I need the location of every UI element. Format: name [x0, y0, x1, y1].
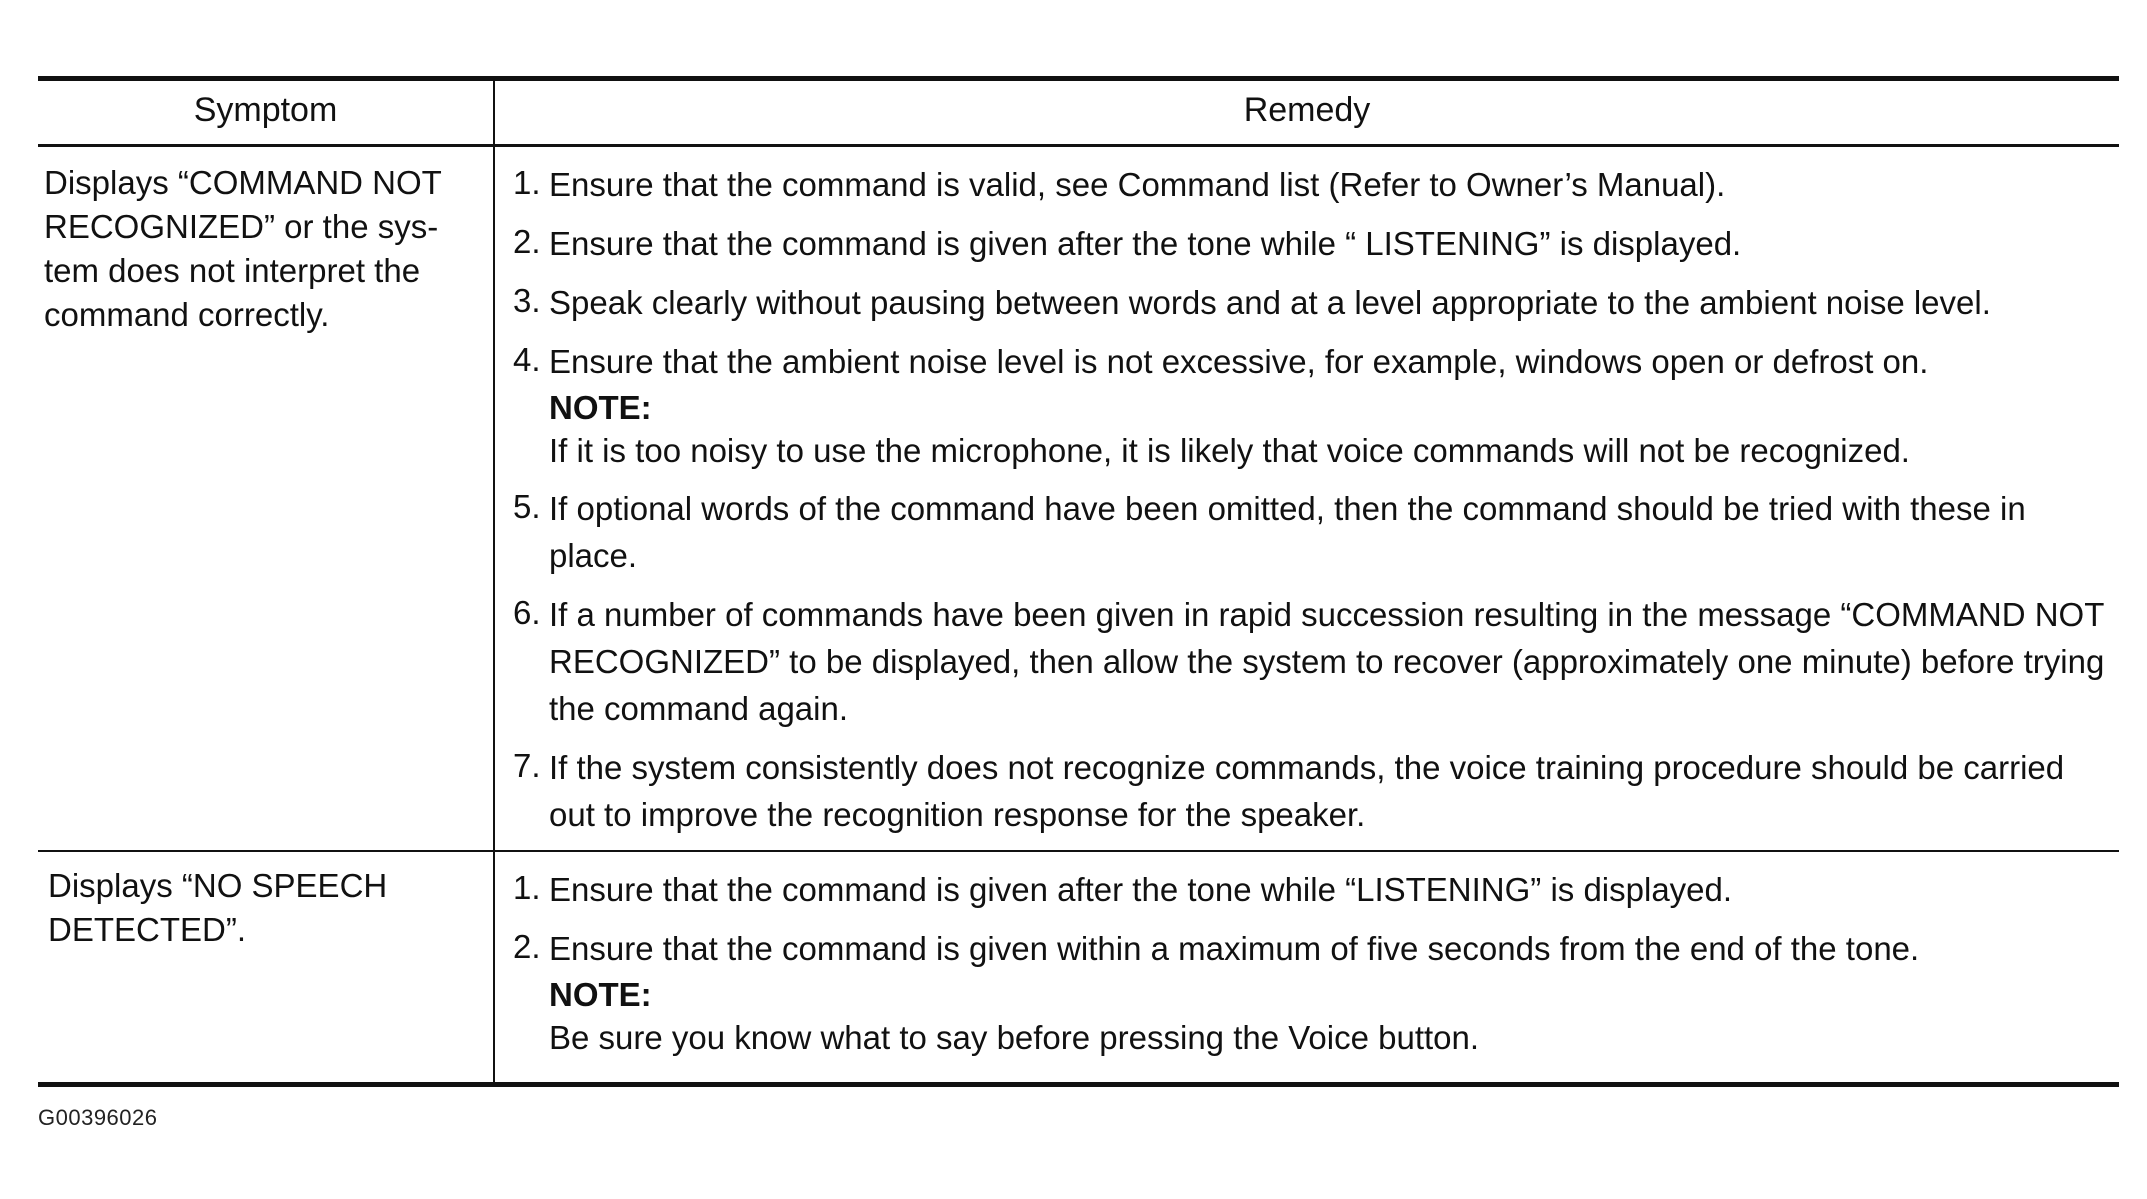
figure-code: G00396026 [38, 1105, 158, 1130]
step-text: Ensure that the command is given within a maximum of five seconds from the end of the tone. [549, 930, 1920, 967]
note-label: NOTE: [549, 389, 652, 426]
step-number: 2. [513, 223, 541, 260]
step-text: Speak clearly without pausing between words and at a level appropriate to the ambient noise level. [549, 284, 1991, 321]
table-row [38, 146, 2119, 852]
remedy-steps [513, 161, 2115, 385]
remedy-steps [513, 866, 2115, 972]
note-text: Be sure you know what to say before pressing the Voice button. [549, 1019, 1480, 1056]
step-number: 3. [513, 282, 541, 319]
symptom-remedy-table [38, 76, 2119, 1087]
note-text: If it is too noisy to use the microphone, it is likely that voice commands will not be recognized. [549, 432, 1910, 469]
remedy-step [513, 866, 2115, 913]
remedy-step [513, 279, 2115, 326]
note-label: NOTE: [549, 976, 652, 1013]
remedy-step [513, 591, 2115, 732]
symptom-column-header: Symptom [38, 79, 494, 146]
table-header-row [38, 79, 2119, 146]
step-number: 4. [513, 341, 541, 378]
symptom-cell: Displays “NO SPEECH DETECTED”. [38, 851, 494, 1085]
step-text: If optional words of the command have been omitted, then the command should be tried with these in place. [549, 490, 2026, 574]
remedy-cell [494, 146, 2119, 852]
note-block [549, 387, 2115, 473]
step-number: 1. [513, 869, 541, 906]
note-block [549, 974, 2115, 1060]
table-row [38, 851, 2119, 1085]
remedy-step [513, 161, 2115, 208]
remedy-cell [494, 851, 2119, 1085]
step-number: 6. [513, 594, 541, 631]
step-text: Ensure that the command is valid, see Command list (Refer to Owner’s Manual). [549, 166, 1726, 203]
troubleshooting-document [38, 76, 2119, 1087]
remedy-step [513, 485, 2115, 579]
symptom-cell: Displays “COMMAND NOT RECOGNIZED” or the sys-tem does not interpret the command correctly. [44, 164, 442, 333]
remedy-steps [513, 485, 2115, 838]
step-number: 2. [513, 928, 541, 965]
remedy-step [513, 925, 2115, 972]
remedy-step [513, 220, 2115, 267]
step-text: Ensure that the command is given after the tone while “LISTENING” is displayed. [549, 871, 1733, 908]
step-text: Ensure that the ambient noise level is not excessive, for example, windows open or defrost on. [549, 343, 1929, 380]
step-number: 5. [513, 488, 541, 525]
step-text: If a number of commands have been given in rapid succession resulting in the message “COMMAND NOT RECOGNIZED” to be displayed, then allow the system to recover (approximately one minute) before trying the command again. [549, 596, 2105, 727]
remedy-step [513, 338, 2115, 385]
step-text: Ensure that the command is given after the tone while “ LISTENING” is displayed. [549, 225, 1742, 262]
step-number: 7. [513, 747, 541, 784]
remedy-step [513, 744, 2115, 838]
remedy-column-header: Remedy [494, 79, 2119, 146]
step-text: If the system consistently does not recognize commands, the voice training procedure should be carried out to improve the recognition response for the speaker. [549, 749, 2065, 833]
step-number: 1. [513, 164, 541, 201]
